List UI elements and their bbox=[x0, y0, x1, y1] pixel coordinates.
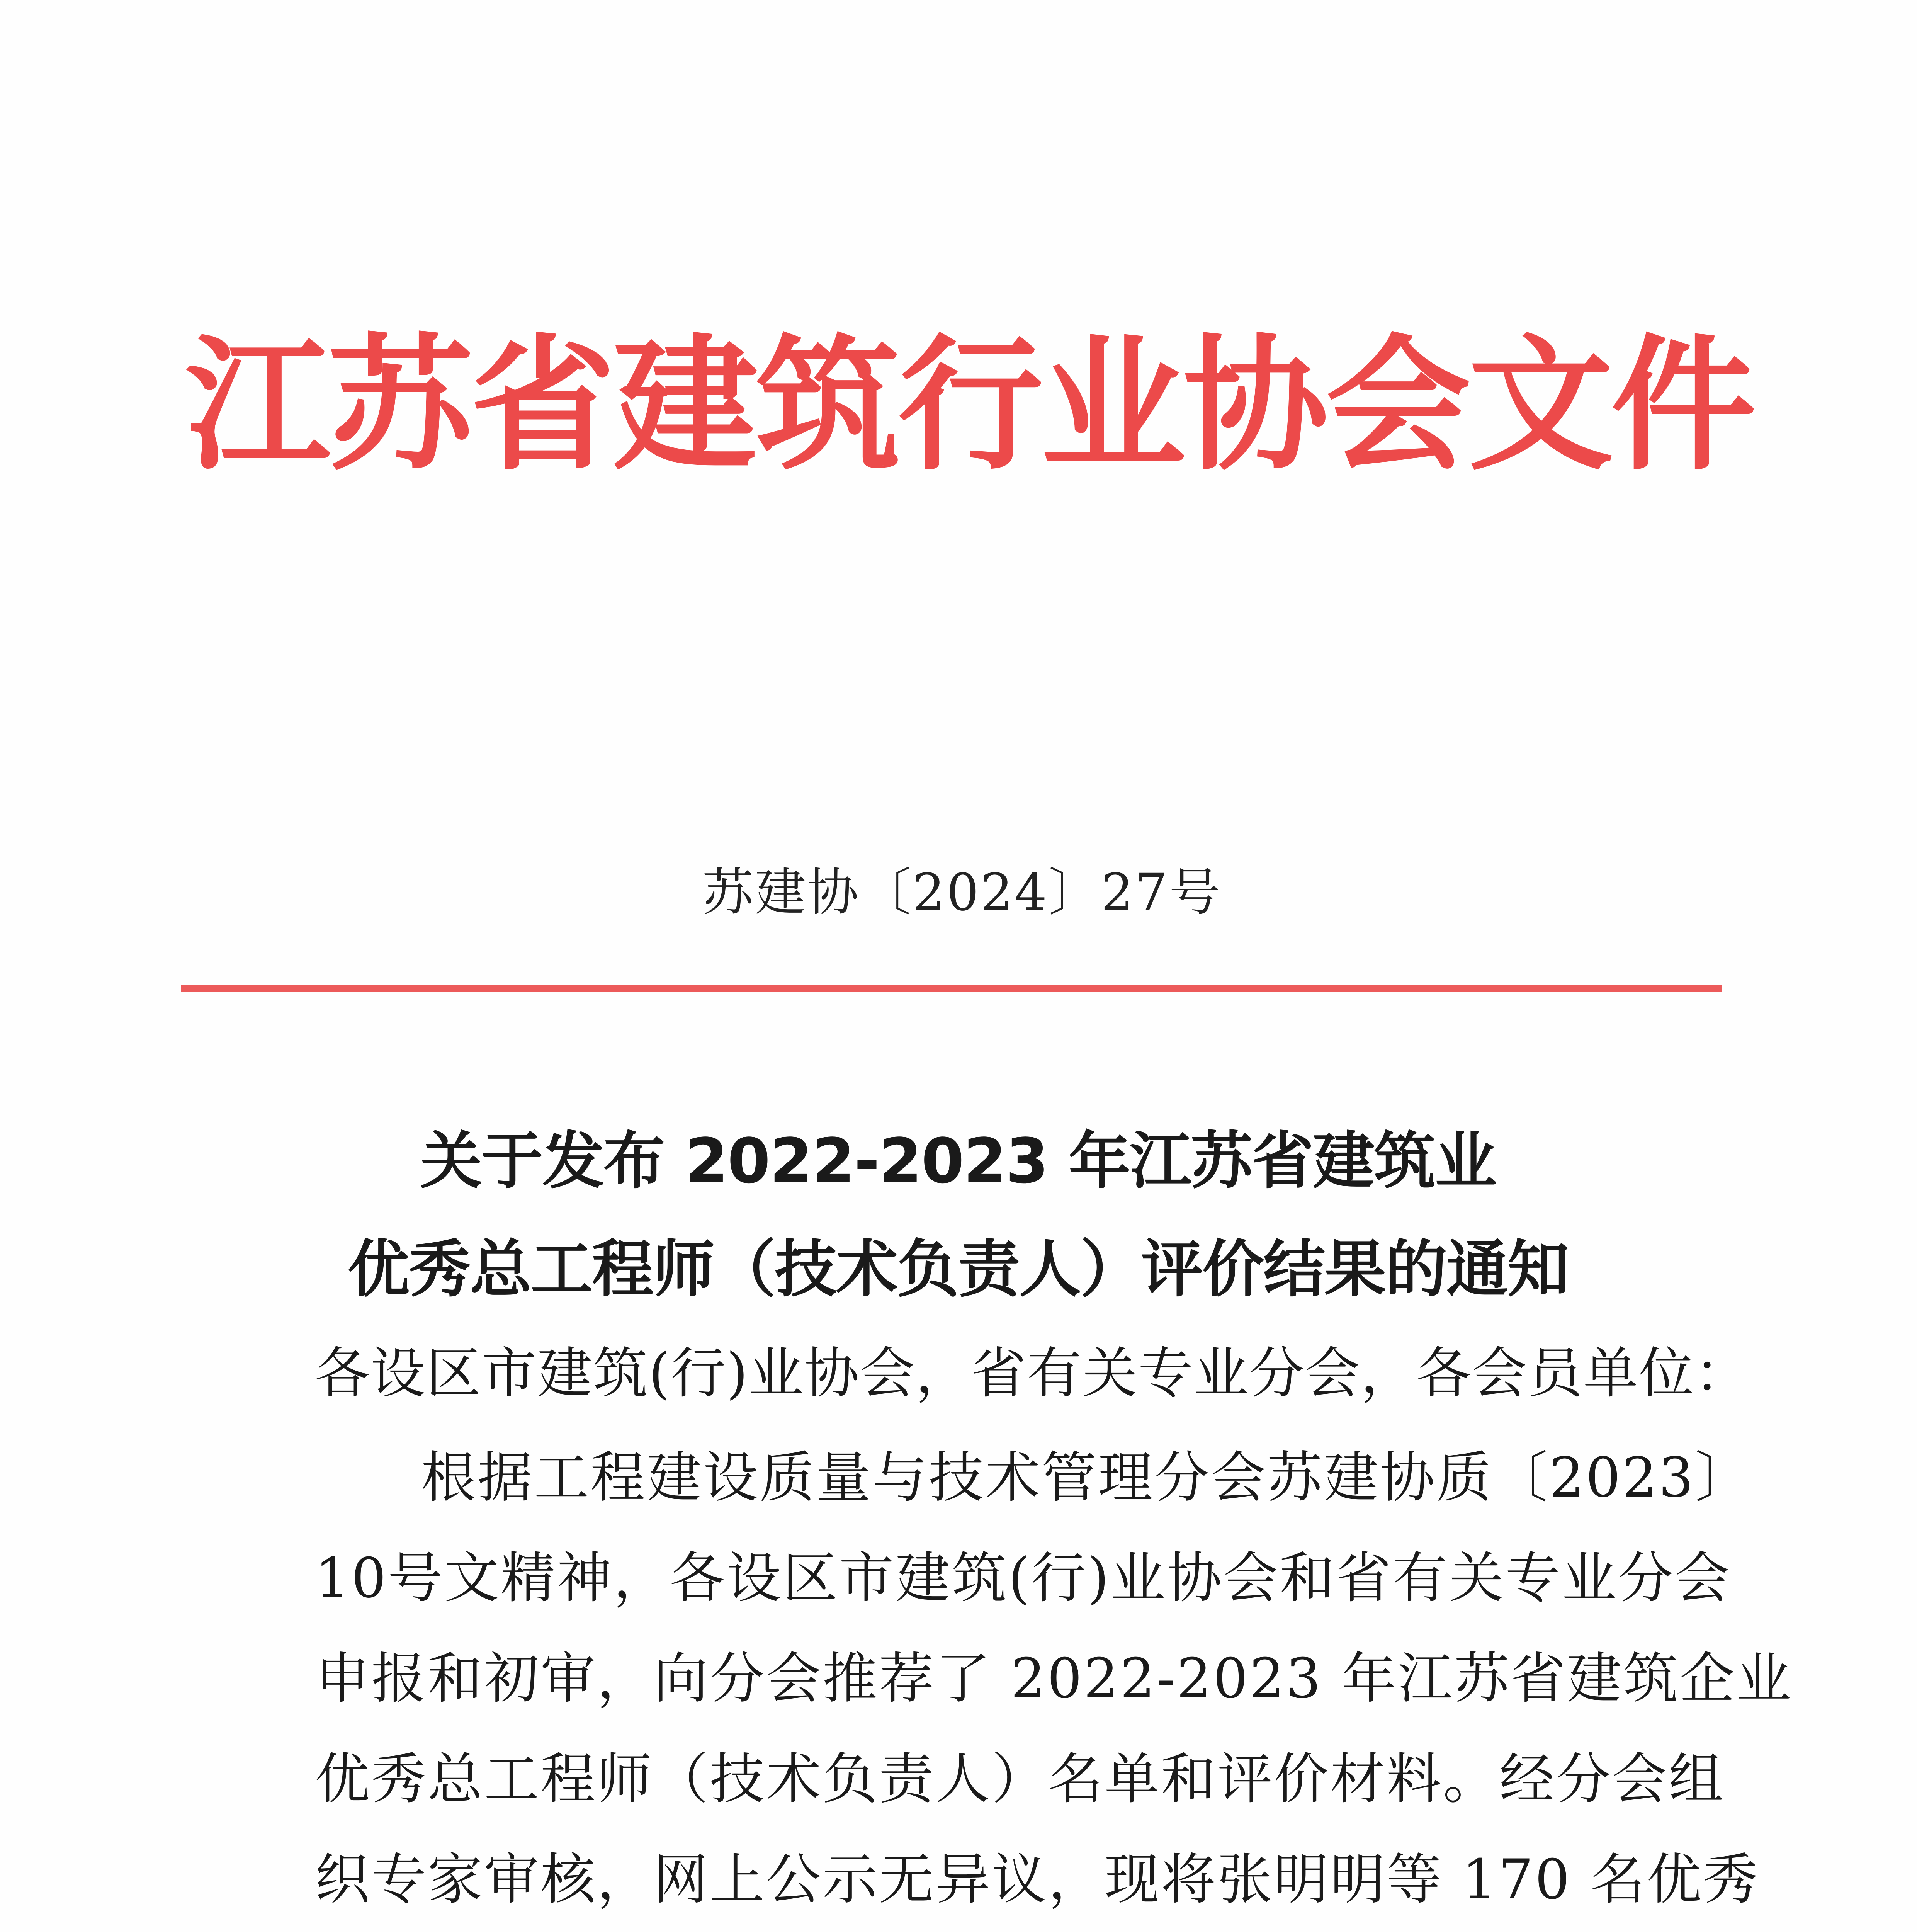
red-divider-line bbox=[181, 985, 1722, 992]
body-paragraph-line: 10号文精神，各设区市建筑(行)业协会和省有关专业分会 bbox=[315, 1546, 1731, 1610]
body-paragraph-line: 织专家审核，网上公示无异议，现将张明明等 170 名优秀 bbox=[315, 1848, 1760, 1912]
notice-title-line-2: 优秀总工程师（技术负责人）评价结果的通知 bbox=[347, 1233, 1569, 1305]
body-paragraph-line: 根据工程建设质量与技术管理分会苏建协质〔2023〕 bbox=[421, 1446, 1752, 1510]
body-paragraph-line: 申报和初审，向分会推荐了 2022-2023 年江苏省建筑企业 bbox=[315, 1647, 1793, 1711]
body-paragraph-line: 优秀总工程师（技术负责人）名单和评价材料。经分会组 bbox=[315, 1747, 1725, 1811]
document-number: 苏建协〔2024〕27号 bbox=[702, 863, 1222, 922]
notice-title-line-1: 关于发布 2022-2023 年江苏省建筑业 bbox=[420, 1125, 1496, 1197]
masthead-title: 江苏省建筑行业协会文件 bbox=[185, 321, 1754, 490]
salutation: 各设区市建筑(行)业协会，省有关专业分会，各会员单位： bbox=[315, 1342, 1750, 1405]
